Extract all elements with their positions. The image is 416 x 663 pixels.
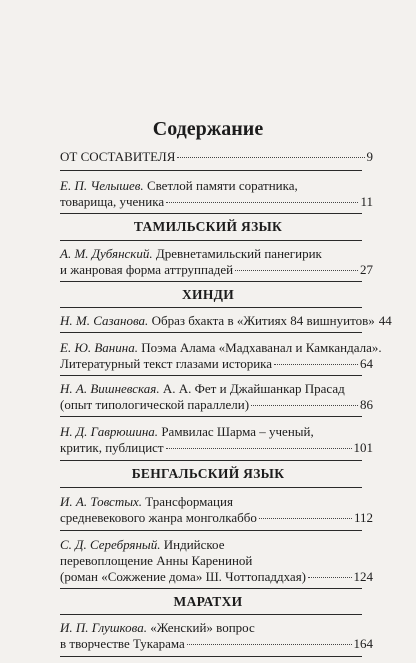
divider [60,487,362,488]
leader-dots [308,576,351,578]
entry-title-cont: средневекового жанра монголкаббо [60,510,257,525]
leader-dots [251,404,358,406]
entry-author: А. М. Дубянский. [60,246,153,261]
entry-title: Индийское [160,537,225,552]
toc-entry-gavryushina[interactable] [60,424,373,439]
page-title: Содержание [152,118,264,140]
toc-entry-vanina-cont [60,356,373,371]
divider [60,332,362,333]
entry-author: Е. Ю. Ванина. [60,340,138,355]
divider [60,240,362,241]
section-heading-marathi: МАРАТХИ [173,594,243,609]
section-heading-bengali: БЕНГАЛЬСКИЙ ЯЗЫК [131,466,285,481]
toc-entry-glushkova-cont [60,636,373,651]
divider [60,170,362,171]
entry-author: С. Д. Серебряный. [60,537,161,552]
entry-title-cont: перевоплощение Анны Карениной [60,553,253,568]
page-number: 9 [366,149,373,164]
page-number: 44 [378,313,392,328]
toc-entry-vanina[interactable] [60,340,382,355]
entry-author: И. П. Глушкова. [60,620,147,635]
divider [60,656,362,657]
divider [60,530,362,531]
leader-dots [166,201,358,203]
section-heading-tamil: ТАМИЛЬСКИЙ ЯЗЫК [133,219,283,234]
entry-title: Рамвилас Шарма – ученый, [158,424,314,439]
entry-title-cont: (роман «Сожжение дома» Ш. Чоттопаддхая) [60,569,307,584]
divider [60,588,362,589]
leader-dots [166,447,352,449]
toc-entry-serebryany-cont [60,553,373,568]
toc-entry-dubyansky-cont [60,262,373,277]
toc-entry-tovstykh-cont [60,510,373,525]
entry-author: Н. Д. Гаврюшина. [60,424,159,439]
divider [60,416,362,417]
leader-dots [259,517,352,519]
divider [60,614,362,615]
leader-dots [235,269,358,271]
leader-dots [187,643,352,645]
entry-author: И. А. Товстых. [60,494,143,509]
entry-title: Трансформация [142,494,233,509]
entry-author: Н. М. Сазанова. [60,313,149,328]
entry-title-cont: товарища, ученика [60,194,165,209]
entry-title-cont: критик, публицист [60,440,164,455]
entry-title-cont: и жанровая форма аттруппадей [60,262,234,277]
entry-title: Поэма Алама «Мадхаванал и Камкандала». [137,340,382,355]
entry-author: Е. П. Челышев. [60,178,144,193]
entry-author: Н. А. Вишневская. [60,381,160,396]
page-number: 86 [360,397,373,412]
section-heading-hindi: ХИНДИ [181,287,235,302]
toc-entry-dubyansky[interactable] [60,246,373,261]
entry-title: А. А. Фет и Джайшанкар Прасад [159,381,345,396]
toc-entry-vishnevskaya-cont [60,397,373,412]
toc-entry-gavryushina-cont [60,440,373,455]
divider [60,307,362,308]
divider [60,281,362,282]
entry-title-cont: (опыт типологической параллели) [60,397,250,412]
divider [60,375,362,376]
entry-title: Древнетамильский панегирик [152,246,322,261]
toc-entry-tovstykh[interactable] [60,494,373,509]
entry-title: Светлой памяти соратника, [143,178,298,193]
page-number: 27 [360,262,373,277]
toc-entry-sazanova[interactable] [60,313,392,328]
toc-entry-chelyshev[interactable] [60,178,373,193]
entry-title-cont: в творчестве Тукарама [60,636,185,651]
page-number: 164 [353,636,373,651]
entry-title-cont: Литературный текст глазами историка [60,356,273,371]
page-number: 101 [353,440,373,455]
toc-entry-serebryany-cont2 [60,569,373,584]
leader-dots [274,363,358,365]
entry-title: ОТ СОСТАВИТЕЛЯ [60,149,176,164]
page-number: 112 [353,510,373,525]
divider [60,213,362,214]
toc-entry-glushkova[interactable] [60,620,373,635]
toc-entry-chelyshev-cont [60,194,373,209]
entry-title: Образ бхакта в «Житиях 84 вишнуитов» [148,313,375,328]
leader-dots [177,156,364,158]
page-number: 124 [353,569,373,584]
divider [60,460,362,461]
toc-entry-vishnevskaya[interactable] [60,381,373,396]
entry-title: «Женский» вопрос [146,620,255,635]
toc-entry-compiler[interactable] [60,149,373,164]
toc-entry-serebryany[interactable] [60,537,373,552]
page-number: 11 [360,194,373,209]
page-number: 64 [360,356,373,371]
